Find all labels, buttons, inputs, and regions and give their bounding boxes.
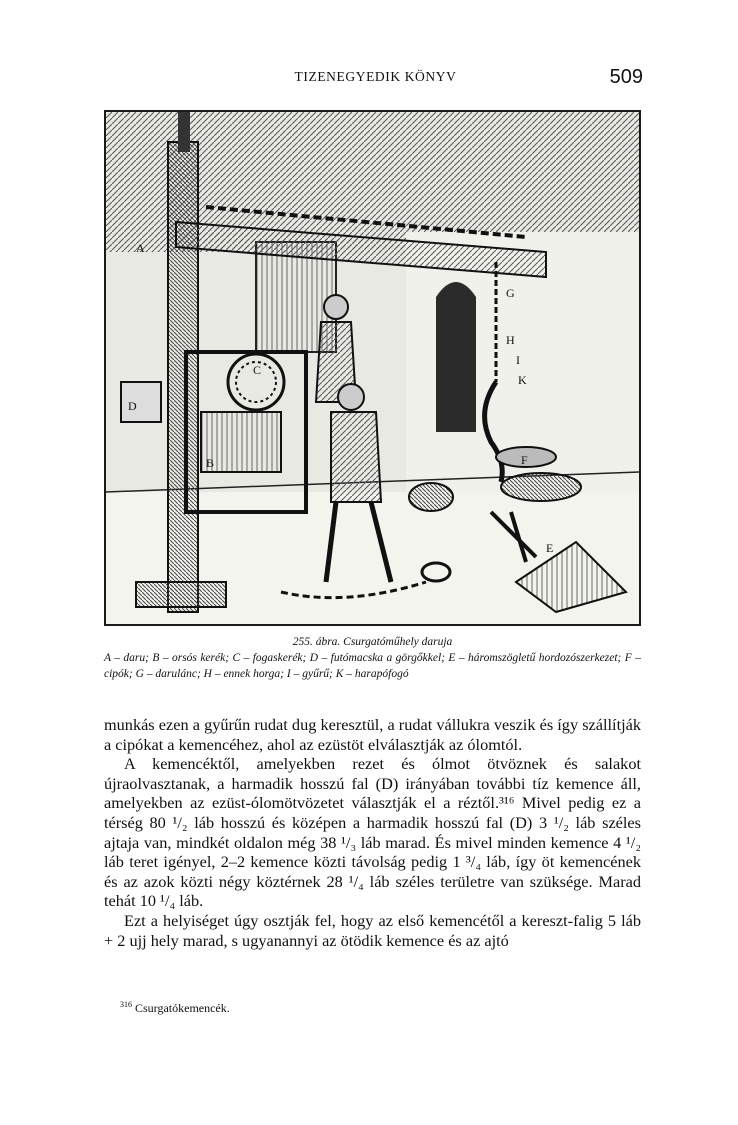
woodcut-figure [104, 110, 641, 626]
worker-head-2 [338, 384, 364, 410]
worker-head-1 [324, 295, 348, 319]
figure-label-a: A [136, 241, 145, 255]
figure-label-i: I [516, 353, 520, 367]
figure-label-g: G [506, 286, 515, 300]
figure-caption [104, 634, 641, 682]
caption-title: 255. ábra. Csurgatóműhely daruja [292, 636, 453, 648]
body-paragraph-2: A kemencéktől, amelyekben rezet és ólmot ötvöznek és salakot újraolvasztanak, a harmadik hosszú fal (D) irányában további tíz kemence áll, amelyekben az ezüst-ólomötvözetet választják el a réztől.³¹⁶ Mivel pedig ez a térség 80 ¹/₂ láb hosszú és középen a harmadik hosszú fal (D) 3 ¹/₂ láb széles ajtaja van, mindkét oldalon még 38 ¹/₃ láb marad. És mivel minden kemence 4 ¹/₂ láb teret igényel, 2–2 kemence közti távolság pedig 1 ³/₄ láb, így öt kemencének és az azok közti négy köztérnek 28 ¹/₄ láb széles területre van szüksége. Marad tehát 10 ¹/₄ láb. [104, 754, 641, 911]
mast-top [178, 112, 190, 152]
trolley [121, 382, 161, 422]
footnote-number: 316 [120, 1000, 132, 1009]
figure-label-b: B [206, 456, 215, 470]
crane-base [136, 582, 226, 607]
crane-mast [168, 142, 198, 612]
footnote [120, 1000, 620, 1016]
caption-legend: A – daru; B – orsós kerék; C – fogaskerék; D – futómacska a görgőkkel; E – háromszögletű hordozószerkezet; F – cipók; G – darulánc; H – ennek horga; I – gyűrű; K – harapófogó [104, 652, 641, 680]
woodcut-illustration [106, 112, 639, 624]
figure-label-k: K [518, 373, 527, 387]
figure-label-f: F [521, 453, 528, 467]
figure-label-e: E [546, 541, 554, 555]
figure-label-h: H [506, 333, 515, 347]
page-number: 509 [609, 66, 643, 88]
figure-label-d: D [128, 399, 137, 413]
body-text [104, 715, 641, 950]
figure-label-c: C [253, 363, 262, 377]
body-paragraph-1: munkás ezen a gyűrűn rudat dug keresztül, a rudat vállukra veszik és így szállítják a cipókat a kemencéhez, ahol az ezüstöt elválasztják az ólomtól. [104, 715, 641, 754]
body-paragraph-3: Ezt a helyiséget úgy osztják fel, hogy az első kemencétől a kereszt-falig 5 láb + 2 ujj hely marad, s ugyanannyi az ötödik kemence és az ajtó [104, 910, 641, 950]
running-head [108, 66, 643, 92]
worker-body-2 [331, 412, 381, 502]
footnote-text: Csurgatókemencék. [135, 1001, 230, 1015]
cake-2 [501, 473, 581, 501]
running-title: TIZENEGYEDIK KÖNYV [294, 69, 457, 84]
cake-1 [409, 483, 453, 511]
doorway [436, 282, 476, 432]
